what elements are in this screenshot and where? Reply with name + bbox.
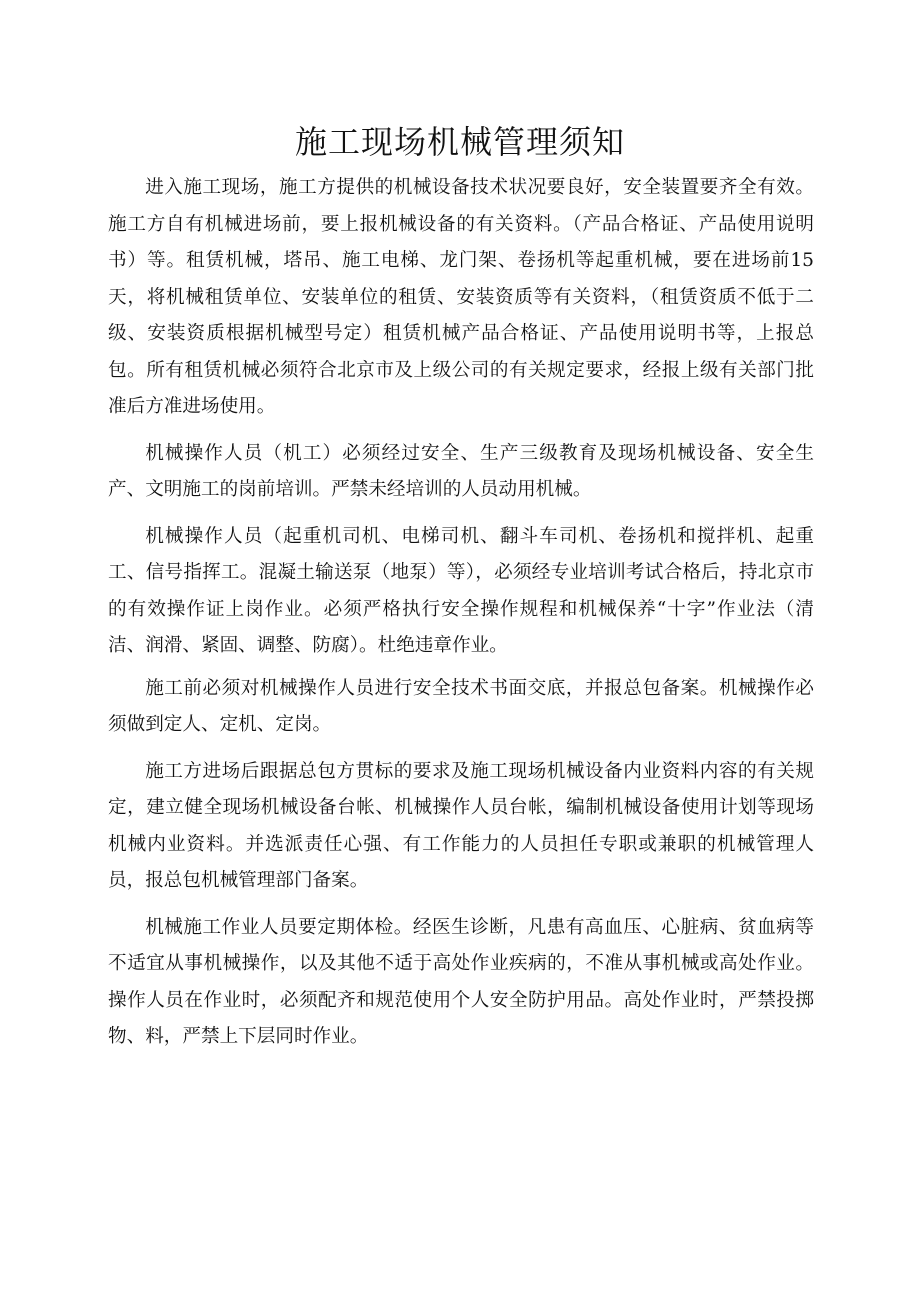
paragraph-machinery-entry: 进入施工现场，施工方提供的机械设备技术状况要良好，安全装置要齐全有效。施工方自有机械进场前，要上报机械设备的有关资料。（产品合格证、产品使用说明书）等。租赁机械，塔吊、施工电梯、龙门架、卷扬机等起重机械，要在进场前15天，将机械租赁单位、安装单位的租赁、安装资质等有关资料，（租赁资质不低于二级、安装资质根据机械型号定）租赁机械产品合格证、产品使用说明书等，上报总包。所有租赁机械必须符合北京市及上级公司的有关规定要求，经报上级有关部门批准后方准进场使用。 (108, 177, 814, 417)
paragraph-operator-certification: 机械操作人员（起重机司机、电梯司机、翻斗车司机、卷扬机和搅拌机、起重工、信号指挥工。混凝土输送泵（地泵）等），必须经专业培训考试合格后，持北京市的有效操作证上岗作业。必须严格执行安全操作规程和机械保养“十字”作业法（清洁、润滑、紧固、调整、防腐）。杜绝违章作业。 (108, 525, 814, 656)
paragraph-operator-training: 机械操作人员（机工）必须经过安全、生产三级教育及现场机械设备、安全生产、文明施工的岗前培训。严禁未经培训的人员动用机械。 (108, 442, 814, 500)
document-body (108, 170, 814, 1056)
paragraph-records-management: 施工方进场后跟据总包方贯标的要求及施工现场机械设备内业资料内容的有关规定，建立健全现场机械设备台帐、机械操作人员台帐，编制机械设备使用计划等现场机械内业资料。并选派责任心强、有工作能力的人员担任专职或兼职的机械管理人员，报总包机械管理部门备案。 (108, 760, 814, 891)
paragraph-safety-briefing: 施工前必须对机械操作人员进行安全技术书面交底，并报总包备案。机械操作必须做到定人、定机、定岗。 (108, 677, 814, 735)
document-title: 施工现场机械管理须知 (294, 123, 625, 161)
paragraph-health-checks: 机械施工作业人员要定期体检。经医生诊断，凡患有高血压、心脏病、贫血病等不适宜从事机械操作，以及其他不适于高处作业疾病的，不准从事机械或高处作业。操作人员在作业时，必须配齐和规范使用个人安全防护用品。高处作业时，严禁投掷物、料，严禁上下层同时作业。 (108, 916, 814, 1047)
